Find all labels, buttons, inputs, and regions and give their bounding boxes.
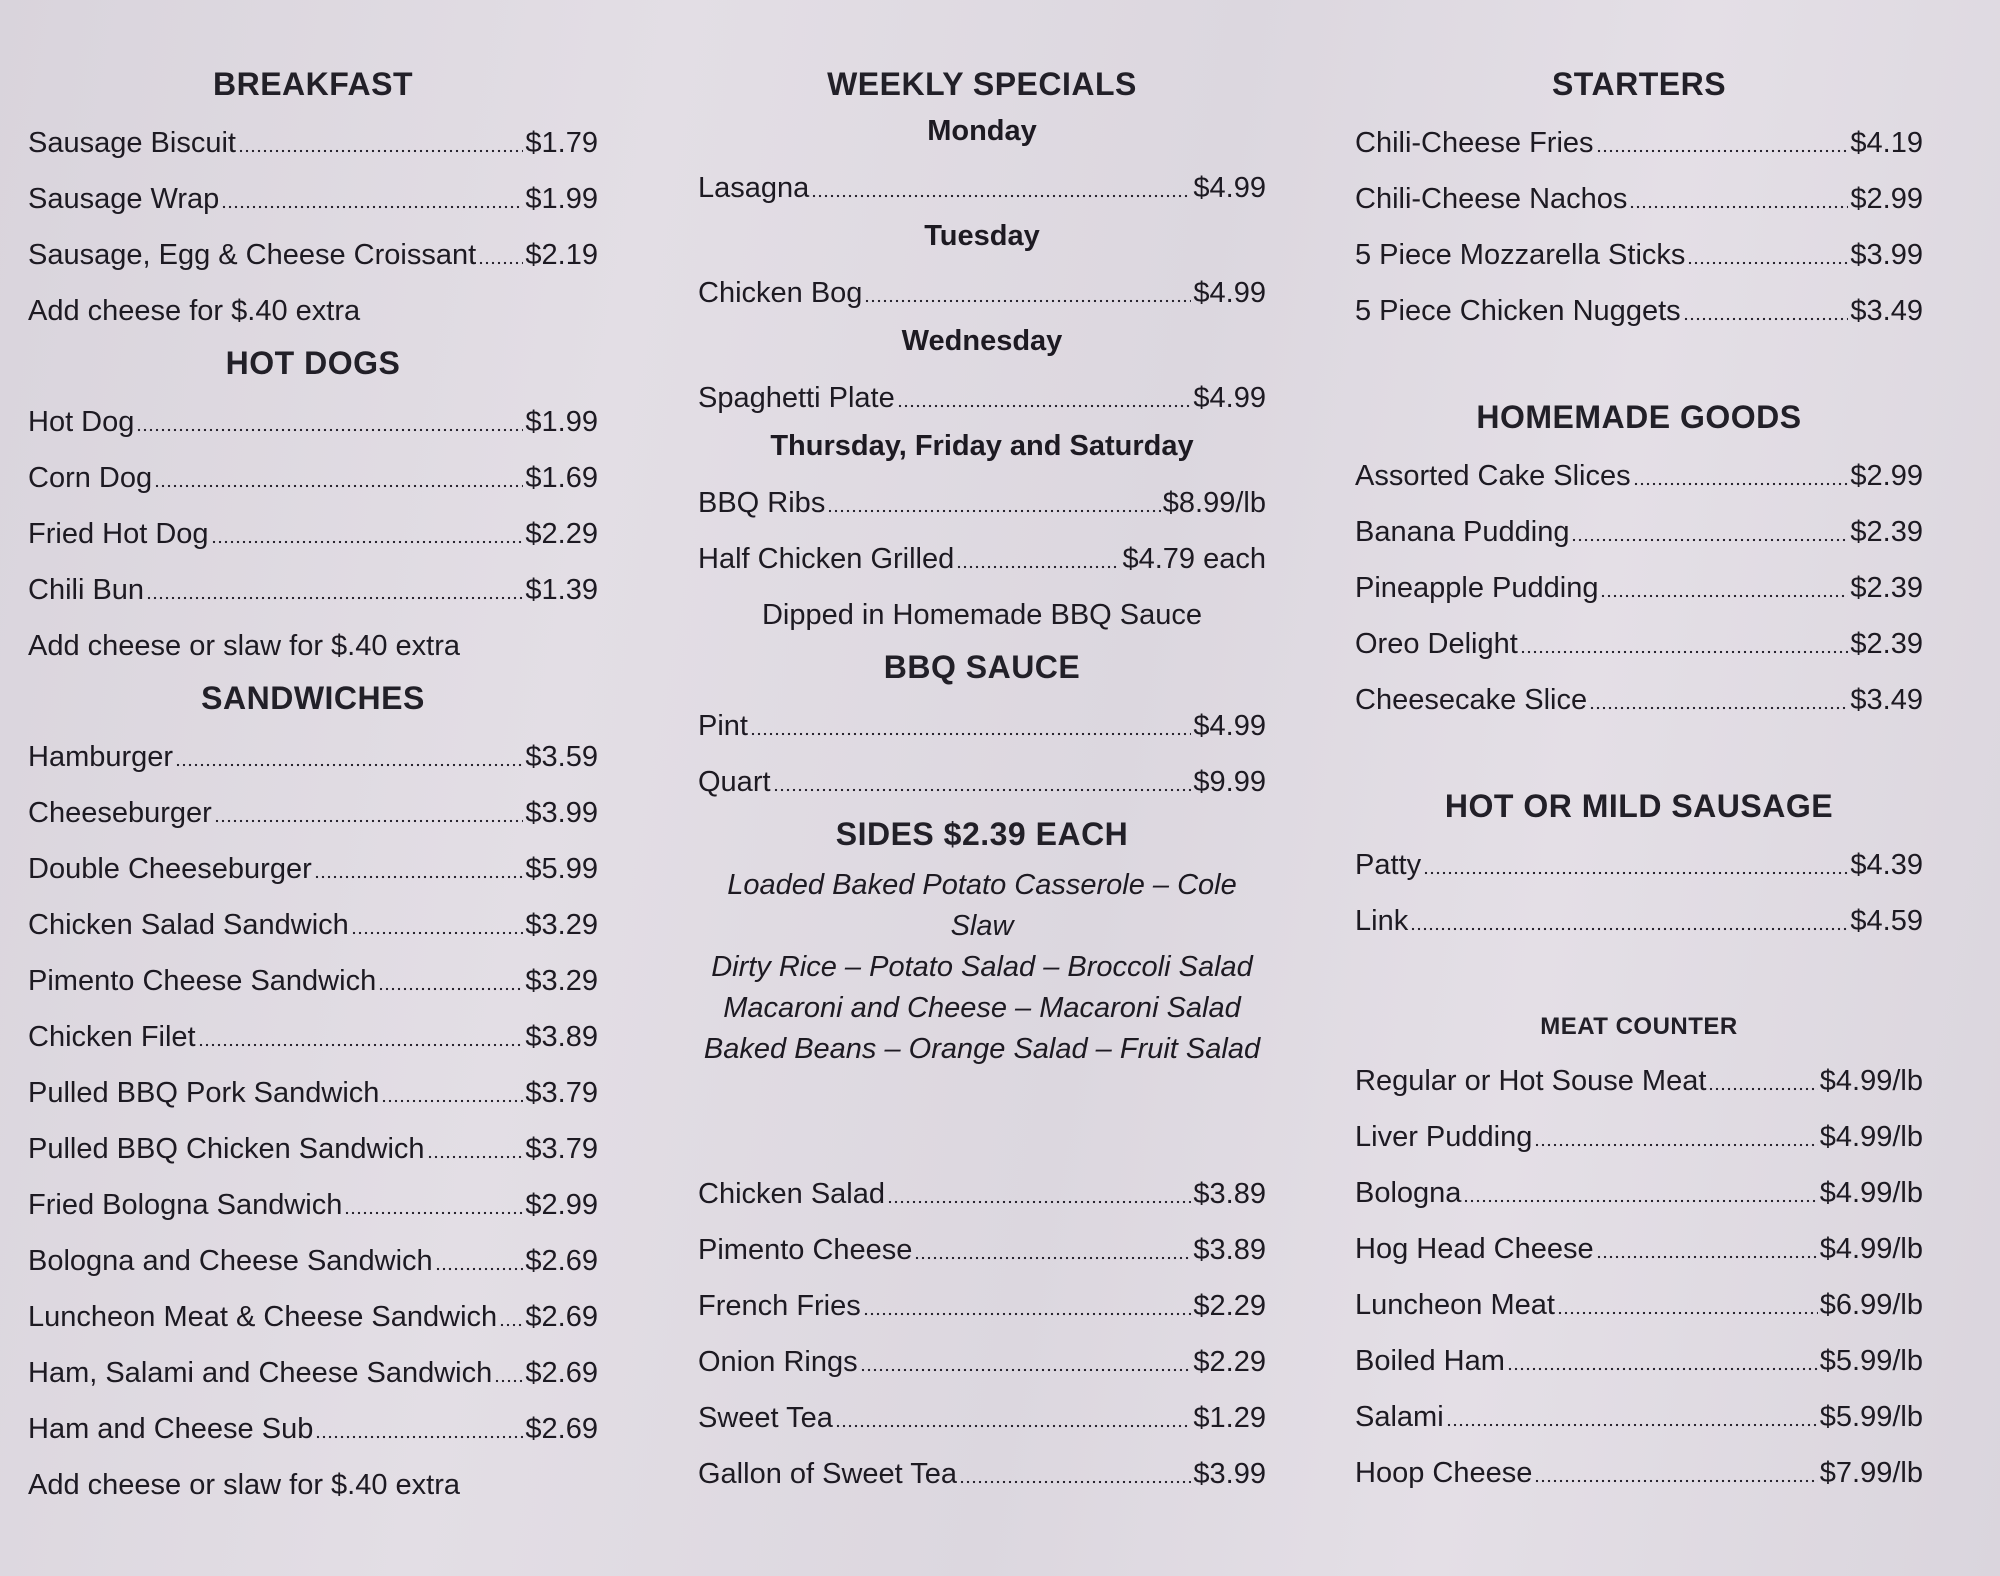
menu-item-price: $2.29 (525, 518, 598, 550)
homemade-goods-heading: HOMEMADE GOODS (1476, 399, 1802, 435)
menu-item-price: $1.99 (525, 183, 598, 215)
menu-item (1355, 1333, 1923, 1389)
sides-line: Macaroni and Cheese – Macaroni Salad (723, 992, 1241, 1024)
menu-item-price: $4.99/lb (1819, 1233, 1923, 1265)
thu-fri-sat-list (698, 475, 1266, 587)
dot-leader (499, 1321, 523, 1329)
menu-item (28, 841, 598, 897)
dot-leader (1423, 869, 1848, 877)
menu-item-name: Sweet Tea (698, 1402, 833, 1434)
menu-item-name: BBQ Ribs (698, 487, 826, 519)
sides-text (698, 865, 1266, 1070)
menu-item (698, 265, 1266, 321)
dot-leader (315, 1433, 523, 1441)
dot-leader (154, 482, 523, 490)
sandwiches-heading: SANDWICHES (201, 680, 425, 716)
menu-item (28, 1177, 598, 1233)
menu-item-name: Lasagna (698, 172, 810, 204)
extras-section (698, 1166, 1266, 1502)
dot-leader (1589, 704, 1848, 712)
menu-item-price: $4.59 (1850, 905, 1923, 937)
menu-item-price: $1.99 (525, 406, 598, 438)
dot-leader (1596, 1253, 1818, 1261)
menu-item-name: 5 Piece Mozzarella Sticks (1355, 239, 1686, 271)
menu-item-name: 5 Piece Chicken Nuggets (1355, 295, 1681, 327)
menu-item-name: Chili-Cheese Nachos (1355, 183, 1628, 215)
menu-item (28, 1233, 598, 1289)
dot-leader (381, 1097, 523, 1105)
dot-leader (1571, 536, 1848, 544)
sides-heading: SIDES $2.39 EACH (835, 816, 1129, 852)
dot-leader (750, 730, 1191, 738)
menu-item-price: $3.29 (525, 965, 598, 997)
menu-item-price: $4.99/lb (1819, 1121, 1923, 1153)
menu-item-name: Pimento Cheese Sandwich (28, 965, 377, 997)
menu-item-name: Pulled BBQ Pork Sandwich (28, 1077, 380, 1109)
menu-item-name: Half Chicken Grilled (698, 543, 955, 575)
menu-item-name: Chicken Salad (698, 1178, 885, 1210)
menu-item (28, 1401, 598, 1457)
menu-item-price: $3.99 (525, 797, 598, 829)
menu-item-price: $5.99/lb (1819, 1401, 1923, 1433)
menu-item-name: Ham, Salami and Cheese Sandwich (28, 1357, 493, 1389)
menu-item-name: Pulled BBQ Chicken Sandwich (28, 1133, 425, 1165)
dot-leader (827, 507, 1160, 515)
hot-dogs-section (28, 345, 598, 674)
dot-leader (435, 1265, 524, 1273)
menu-item (1355, 1165, 1923, 1221)
dot-leader (1596, 147, 1849, 155)
menu-item-price: $3.49 (1850, 295, 1923, 327)
breakfast-heading: BREAKFAST (212, 66, 414, 102)
dot-leader (1629, 203, 1848, 211)
menu-item-price: $2.19 (525, 239, 598, 271)
menu-item-price: $8.99/lb (1162, 487, 1266, 519)
menu-item-name: French Fries (698, 1290, 861, 1322)
sausage-section (1355, 788, 1923, 949)
day-heading-tuesday: Tuesday (924, 220, 1040, 252)
menu-item-name: Pimento Cheese (698, 1234, 913, 1266)
menu-item-name: Cheesecake Slice (1355, 684, 1588, 716)
menu-item-name: Sausage, Egg & Cheese Croissant (28, 239, 477, 271)
weekly-specials-heading: WEEKLY SPECIALS (827, 66, 1137, 102)
menu-item-price: $4.99 (1193, 277, 1266, 309)
dot-leader (1687, 259, 1848, 267)
day-heading-wednesday: Wednesday (901, 325, 1063, 357)
dot-leader (1557, 1309, 1818, 1317)
menu-item-price: $1.39 (525, 574, 598, 606)
menu-item-price: $2.99 (1850, 460, 1923, 492)
dot-leader (897, 402, 1192, 410)
menu-item (1355, 837, 1923, 893)
sides-line: Dirty Rice – Potato Salad – Broccoli Salad (711, 951, 1253, 983)
dot-leader (860, 1366, 1192, 1374)
menu-item (1355, 448, 1923, 504)
dot-leader (1708, 1085, 1817, 1093)
dot-leader (864, 297, 1191, 305)
sandwiches-note: Add cheese or slaw for $.40 extra (28, 1469, 461, 1501)
tuesday-list (698, 265, 1266, 321)
menu-item (1355, 1109, 1923, 1165)
dot-leader (1446, 1421, 1818, 1429)
hot-dogs-heading: HOT DOGS (225, 345, 401, 381)
menu-item (1355, 893, 1923, 949)
dot-leader (811, 192, 1191, 200)
menu-item-name: Chili Bun (28, 574, 145, 606)
dot-leader (198, 1041, 524, 1049)
menu-item-price: $3.89 (1193, 1178, 1266, 1210)
dot-leader (956, 563, 1120, 571)
menu-item (28, 897, 598, 953)
menu-item-name: Link (1355, 905, 1409, 937)
menu-item-name: Hamburger (28, 741, 174, 773)
dot-leader (1534, 1141, 1817, 1149)
menu-item-name: Cheeseburger (28, 797, 212, 829)
menu-item-price: $3.59 (525, 741, 598, 773)
menu-item (698, 1166, 1266, 1222)
menu-item-price: $2.99 (1850, 183, 1923, 215)
menu-item (28, 729, 598, 785)
menu-item (1355, 1389, 1923, 1445)
menu-item (28, 115, 598, 171)
menu-item-name: Quart (698, 766, 771, 798)
homemade-goods-section (1355, 399, 1923, 728)
menu-item-name: Patty (1355, 849, 1422, 881)
menu-item-price: $2.69 (525, 1301, 598, 1333)
menu-item-name: Chicken Filet (28, 1021, 196, 1053)
menu-item-name: Double Cheeseburger (28, 853, 312, 885)
menu-item-name: Sausage Wrap (28, 183, 220, 215)
dot-leader (887, 1198, 1191, 1206)
menu-item-name: Chili-Cheese Fries (1355, 127, 1594, 159)
menu-item (28, 562, 598, 618)
dot-leader (136, 426, 523, 434)
menu-item (28, 506, 598, 562)
bbq-sauce-note: Dipped in Homemade BBQ Sauce (761, 599, 1203, 631)
dot-leader (494, 1377, 523, 1385)
menu-item-name: Hoop Cheese (1355, 1457, 1533, 1489)
starters-section (1355, 66, 1923, 339)
menu-item-price: $2.29 (1193, 1290, 1266, 1322)
menu-item-name: Bologna (1355, 1177, 1462, 1209)
sausage-heading: HOT OR MILD SAUSAGE (1444, 788, 1834, 824)
menu-item (28, 450, 598, 506)
sides-line: Loaded Baked Potato Casserole – Cole Slaw (727, 869, 1237, 942)
menu-item (28, 1345, 598, 1401)
menu-item (1355, 115, 1923, 171)
menu-item-name: Banana Pudding (1355, 516, 1570, 548)
menu-item-name: Pineapple Pudding (1355, 572, 1599, 604)
menu-item (698, 754, 1266, 810)
menu-item (28, 1121, 598, 1177)
menu-item-price: $3.99 (1193, 1458, 1266, 1490)
weekly-specials-section (698, 66, 1266, 643)
menu-item (698, 1446, 1266, 1502)
starters-heading: STARTERS (1551, 66, 1727, 102)
breakfast-note: Add cheese for $.40 extra (28, 295, 361, 327)
menu-item (28, 1065, 598, 1121)
meat-counter-heading: MEAT COUNTER (1540, 1013, 1738, 1040)
wednesday-list (698, 370, 1266, 426)
menu-item-name: Pint (698, 710, 748, 742)
menu-item (698, 1222, 1266, 1278)
dot-leader (351, 929, 524, 937)
menu-item-name: Liver Pudding (1355, 1121, 1533, 1153)
extras-list (698, 1166, 1266, 1502)
menu-item-name: Spaghetti Plate (698, 382, 895, 414)
dot-leader (773, 786, 1192, 794)
menu-item-name: Sausage Biscuit (28, 127, 236, 159)
menu-item-name: Hot Dog (28, 406, 135, 438)
dot-leader (914, 1254, 1191, 1262)
menu-item-name: Chicken Salad Sandwich (28, 909, 349, 941)
dot-leader (1633, 480, 1849, 488)
dot-leader (1683, 315, 1849, 323)
menu-item-name: Luncheon Meat (1355, 1289, 1555, 1321)
starters-list (1355, 115, 1923, 339)
dot-leader (1410, 925, 1848, 933)
meat-counter-list (1355, 1053, 1923, 1501)
menu-item-price: $7.99/lb (1819, 1457, 1923, 1489)
dot-leader (863, 1310, 1192, 1318)
menu-item-price: $4.99/lb (1819, 1177, 1923, 1209)
menu-item-price: $2.39 (1850, 628, 1923, 660)
menu-item (28, 227, 598, 283)
menu-item (28, 1289, 598, 1345)
menu-item-price: $9.99 (1193, 766, 1266, 798)
menu-item (698, 475, 1266, 531)
dot-leader (1520, 648, 1849, 656)
menu-item-name: Luncheon Meat & Cheese Sandwich (28, 1301, 498, 1333)
dot-leader (175, 761, 523, 769)
dot-leader (238, 147, 523, 155)
sandwiches-section (28, 680, 598, 1513)
menu-item (28, 394, 598, 450)
menu-item-price: $1.79 (525, 127, 598, 159)
dot-leader (1600, 592, 1848, 600)
menu-item-price: $1.29 (1193, 1402, 1266, 1434)
menu-item (1355, 1221, 1923, 1277)
menu-item (698, 1390, 1266, 1446)
sausage-list (1355, 837, 1923, 949)
menu-item-price: $2.39 (1850, 516, 1923, 548)
dot-leader (1507, 1365, 1818, 1373)
hot-dogs-note: Add cheese or slaw for $.40 extra (28, 630, 461, 662)
breakfast-list (28, 115, 598, 283)
menu-item-price: $4.99/lb (1819, 1065, 1923, 1097)
meat-counter-section (1355, 1013, 1923, 1501)
menu-item-name: Oreo Delight (1355, 628, 1518, 660)
menu-item (698, 698, 1266, 754)
menu-item-price: $3.89 (1193, 1234, 1266, 1266)
menu-item (698, 1334, 1266, 1390)
menu-item (698, 370, 1266, 426)
dot-leader (221, 203, 523, 211)
menu-item-price: $4.79 each (1122, 543, 1266, 575)
menu-item-price: $2.69 (525, 1357, 598, 1389)
menu-item (1355, 672, 1923, 728)
menu-item (28, 953, 598, 1009)
menu-item-price: $3.99 (1850, 239, 1923, 271)
dot-leader (211, 538, 524, 546)
menu-item-price: $4.99 (1193, 172, 1266, 204)
menu-column-right (1355, 60, 1923, 1501)
menu-item (1355, 1277, 1923, 1333)
menu-item (1355, 1053, 1923, 1109)
menu-item-name: Chicken Bog (698, 277, 863, 309)
menu-item-price: $2.29 (1193, 1346, 1266, 1378)
menu-item-name: Regular or Hot Souse Meat (1355, 1065, 1707, 1097)
dot-leader (378, 985, 523, 993)
bbq-sauce-list (698, 698, 1266, 810)
menu-item-price: $6.99/lb (1819, 1289, 1923, 1321)
menu-item-name: Onion Rings (698, 1346, 858, 1378)
menu-item-name: Ham and Cheese Sub (28, 1413, 314, 1445)
menu-item-price: $4.99 (1193, 710, 1266, 742)
menu-item-price: $4.99 (1193, 382, 1266, 414)
day-heading-monday: Monday (927, 115, 1037, 147)
dot-leader (1463, 1197, 1817, 1205)
hot-dogs-list (28, 394, 598, 618)
menu-item-price: $3.29 (525, 909, 598, 941)
menu-item-price: $3.49 (1850, 684, 1923, 716)
menu-item-price: $4.19 (1850, 127, 1923, 159)
monday-list (698, 160, 1266, 216)
dot-leader (959, 1478, 1191, 1486)
dot-leader (314, 873, 524, 881)
dot-leader (1534, 1477, 1817, 1485)
menu-item-price: $2.99 (525, 1189, 598, 1221)
menu-item (1355, 283, 1923, 339)
dot-leader (344, 1209, 523, 1217)
menu-item-name: Boiled Ham (1355, 1345, 1505, 1377)
menu-item (1355, 616, 1923, 672)
bbq-sauce-heading: BBQ SAUCE (883, 649, 1081, 685)
menu-item-price: $2.69 (525, 1245, 598, 1277)
menu-item (1355, 171, 1923, 227)
sides-line: Baked Beans – Orange Salad – Fruit Salad (703, 1033, 1261, 1065)
dot-leader (146, 594, 523, 602)
homemade-goods-list (1355, 448, 1923, 728)
menu-item-name: Gallon of Sweet Tea (698, 1458, 958, 1490)
menu-item-name: Assorted Cake Slices (1355, 460, 1631, 492)
menu-item-name: Hog Head Cheese (1355, 1233, 1594, 1265)
menu-item-price: $1.69 (525, 462, 598, 494)
menu-item (28, 1009, 598, 1065)
menu-item (1355, 504, 1923, 560)
menu-item (1355, 227, 1923, 283)
menu-item-price: $4.39 (1850, 849, 1923, 881)
breakfast-section (28, 66, 598, 339)
menu-column-middle (698, 60, 1266, 1502)
menu-item-price: $3.89 (525, 1021, 598, 1053)
dot-leader (478, 259, 523, 267)
menu-item-name: Corn Dog (28, 462, 153, 494)
menu-column-left (28, 60, 598, 1513)
menu-item (1355, 560, 1923, 616)
menu-item-price: $3.79 (525, 1077, 598, 1109)
dot-leader (214, 817, 524, 825)
menu-item-price: $5.99/lb (1819, 1345, 1923, 1377)
menu-item-price: $2.69 (525, 1413, 598, 1445)
bbq-sauce-section (698, 649, 1266, 810)
dot-leader (835, 1422, 1192, 1430)
menu-item (698, 531, 1266, 587)
menu-item-name: Bologna and Cheese Sandwich (28, 1245, 433, 1277)
dot-leader (427, 1153, 524, 1161)
menu-item (698, 160, 1266, 216)
sandwiches-list (28, 729, 598, 1457)
menu-item (698, 1278, 1266, 1334)
menu-item-price: $2.39 (1850, 572, 1923, 604)
menu-item-name: Fried Bologna Sandwich (28, 1189, 343, 1221)
menu-item (28, 785, 598, 841)
menu-item-price: $5.99 (525, 853, 598, 885)
menu-item-price: $3.79 (525, 1133, 598, 1165)
menu-item (28, 171, 598, 227)
sides-section (698, 816, 1266, 1070)
menu-item-name: Fried Hot Dog (28, 518, 209, 550)
menu-item-name: Salami (1355, 1401, 1444, 1433)
day-heading-thu-fri-sat: Thursday, Friday and Saturday (770, 430, 1194, 462)
menu-item (1355, 1445, 1923, 1501)
